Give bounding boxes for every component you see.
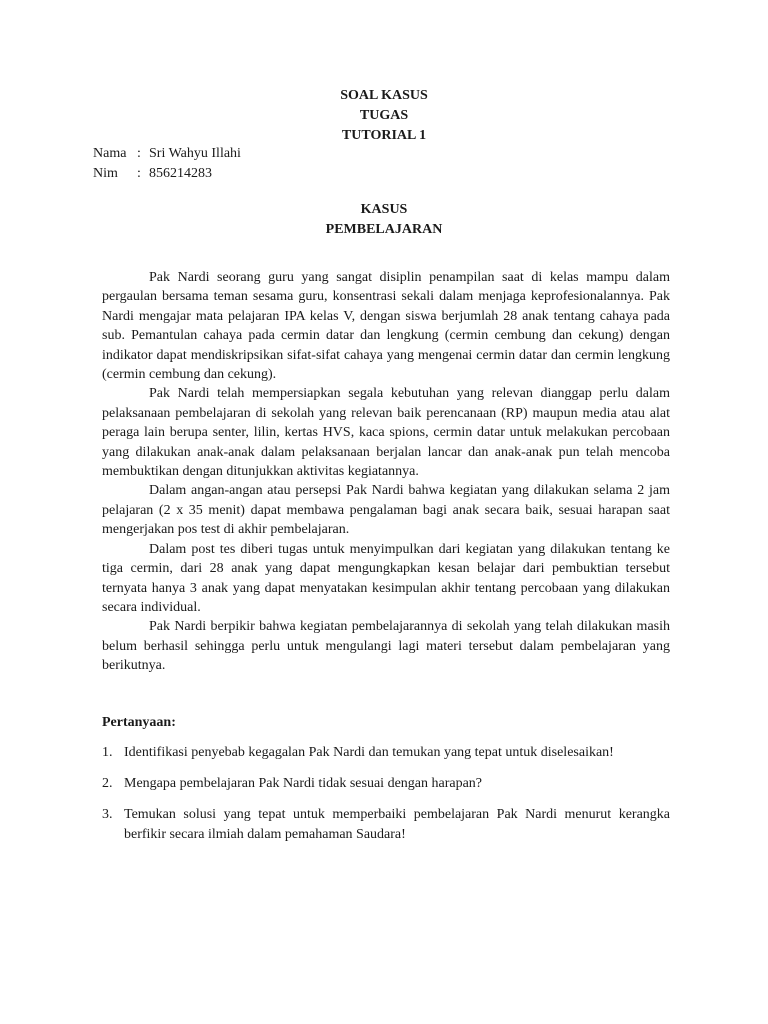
nim-label: Nim — [93, 166, 118, 181]
name-label: Nama — [93, 146, 127, 161]
paragraph: Dalam post tes diberi tugas untuk menyimpulkan dari kegiatan yang dilakukan tentang ke tiga cermin, dari 28 anak yang dapat mengungkapkan kesan belajar dari pembuktian tersebut ternyata hanya 3 anak yang dapat menyatakan kesimpulan akhir tentang percobaan yang dilakukan secara individual. — [102, 541, 670, 615]
paragraph: Pak Nardi telah mempersiapkan segala kebutuhan yang relevan dianggap perlu dalam pelaksanaan pembelajaran di sekolah yang relevan baik perencanaan (RP) maupun media atau alat peraga lain berupa senter, lilin, kertas HVS, kaca spions, cermin datar untuk melakukan percobaan yang dilakukan anak-anak dalam pelaksanaan berjalan lancar dan anak-anak pun telah mencoba membuktikan dengan ditunjukkan aktivitas kegiatannya. — [102, 386, 670, 480]
title-line-tutorial: TUTORIAL 1 — [341, 128, 427, 143]
paragraph: Dalam angan-angan atau persepsi Pak Nardi bahwa kegiatan yang dilakukan selama 2 jam pelajaran (2 x 35 menit) dapat membawa pengalaman bagi anak secara baik, sesuai harapan saat mengerjakan pos test di akhir pembelajaran. — [102, 483, 670, 538]
question-text: Mengapa pembelajaran Pak Nardi tidak sesuai dengan harapan? — [124, 776, 483, 791]
name-row — [93, 144, 241, 164]
student-identity — [93, 144, 241, 184]
nim-value: 856214283 — [149, 166, 212, 181]
question-item — [102, 743, 670, 763]
questions-heading: Pertanyaan: — [102, 715, 176, 730]
question-item — [102, 805, 670, 845]
section-title-pembelajaran: PEMBELAJARAN — [325, 222, 443, 237]
question-number: 2. — [102, 776, 113, 791]
title-line-soal-kasus: SOAL KASUS — [340, 88, 428, 103]
nim-separator: : — [137, 166, 141, 181]
section-title — [0, 200, 768, 240]
case-body — [102, 268, 670, 676]
question-text: Temukan solusi yang tepat untuk memperbaiki pembelajaran Pak Nardi menurut kerangka berfikir secara ilmiah dalam pemahaman Saudara! — [124, 807, 670, 842]
paragraph: Pak Nardi seorang guru yang sangat disiplin penampilan saat di kelas mampu dalam pergaulan bersama teman sesama guru, konsentrasi sekali dalam menjaga keprofesionalannya. Pak Nardi mengajar mata pelajaran IPA kelas V, dengan siswa berjumlah 28 anak tentang cahaya pada sub. Pemantulan cahaya pada cermin datar dan lengkung (cermin cembung dan cekung) dengan indikator dapat mendiskripsikan sifat-sifat cahaya yang mengenai cermin datar dan cermin lengkung (cermin cembung dan cekung). — [102, 270, 670, 383]
name-separator: : — [137, 146, 141, 161]
question-number: 1. — [102, 745, 113, 760]
paragraph: Pak Nardi berpikir bahwa kegiatan pembelajarannya di sekolah yang telah dilakukan masih belum berhasil sehingga perlu untuk mengulangi lagi materi tersebut dalam pembelajaran yang berikutnya. — [102, 619, 670, 674]
section-title-kasus: KASUS — [360, 202, 408, 217]
name-value: Sri Wahyu Illahi — [149, 146, 241, 161]
document-title — [0, 86, 768, 146]
questions-section — [102, 713, 670, 856]
question-text: Identifikasi penyebab kegagalan Pak Nardi dan temukan yang tepat untuk diselesaikan! — [124, 745, 614, 760]
nim-row — [93, 164, 241, 184]
question-number: 3. — [102, 807, 113, 822]
title-line-tugas: TUGAS — [359, 108, 409, 123]
question-item — [102, 774, 670, 794]
